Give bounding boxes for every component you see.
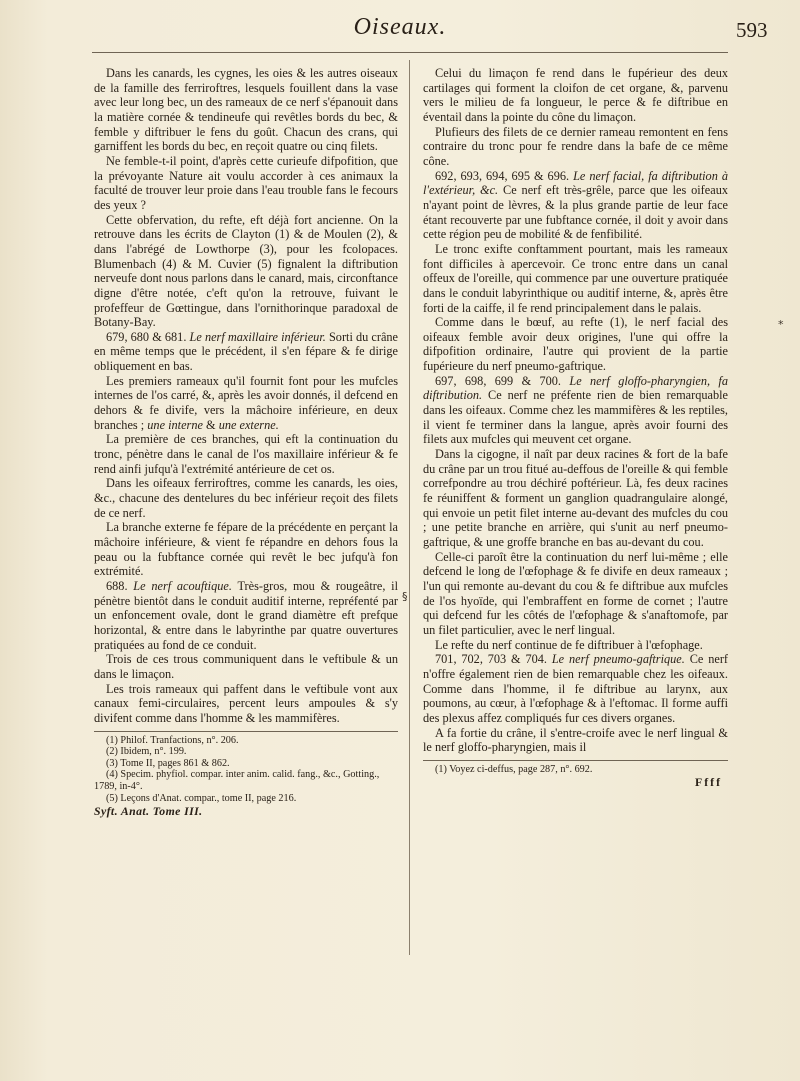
paragraph: Comme dans le bœuf, au refte (1), le nerf facial des oifeaux femble avoir deux origines, l'une qui offre la difpofition ordinaire, l'autre qui provient de la partie fupérieure du nerf pneumo-gaftrique. [423, 315, 728, 374]
signature-line [94, 805, 398, 818]
section-title: Le nerf maxillaire inférieur. [189, 329, 326, 344]
paragraph: Cette obfervation, du refte, eft déjà fort ancienne. On la retrouve dans les écrits de Clayton (1) & de Moulen (2), & dans l'abrégé de Lowthorpe (3), pour les fcolopaces. Blumenbach (4) & M. Cuvier (5) fignalent la diftribution nerveufe dont nous parlons dans le canard, mais, circonftance digne d'être notée, c'eft qu'on la retrouve, fuivant le profeffeur de Gœttingue, dans l'ornithorinque paradoxal de Botany-Bay. [94, 212, 398, 330]
section-title: Le nerf gloffo-pharyngien, fa diftribution. [423, 373, 728, 403]
paragraph: Plufieurs des filets de ce dernier rameau remontent en fens contraire du tronc pour fe rendre dans la bafe de ce même cône. [423, 124, 728, 168]
column-divider [409, 60, 410, 955]
paragraph-text: Très-gros, mou & rougeâtre, il pénètre bientôt dans le conduit auditif interne, repréfenté par un enfoncement ovale, dont le grand diamètre eft prefque horizontal, & entre dans le labyrinthe par quatre ouvertures pratiquées au fond de ce conduit. [94, 578, 398, 652]
paragraph-text: Sorti du crâne en même temps que le précédent, il s'en fépare & fe dirige obliquement en bas. [94, 329, 399, 374]
left-column [94, 66, 398, 818]
paragraph: Trois de ces trous communiquent dans le veftibule & un dans le limaçon. [94, 652, 398, 681]
section-number: 701, 702, 703 & 704. [435, 652, 547, 667]
gathering-mark: Ffff [695, 775, 722, 790]
section-title: Le nerf acouftique. [133, 578, 232, 593]
section-679 [94, 330, 398, 374]
footnote: (5) Leçons d'Anat. compar., tome II, page 216. [106, 792, 297, 804]
paragraph: Ne femble-t-il point, d'après cette curieufe difpofition, que la prévoyante Nature ait voulu accorder à ces animaux la faculté de trouver leur proie dans l'eau trouble fans le fecours des yeux ? [94, 153, 398, 212]
paragraph: Le refte du nerf continue de fe diftribuer à l'œfophage. [435, 637, 703, 652]
paragraph: Dans les oifeaux ferriroftres, comme les canards, les oies, &c., chacune des dentelures du bec inférieur reçoit des filets de ce nerf. [94, 476, 398, 520]
section-number: 697, 698, 699 & 700. [435, 373, 562, 388]
section-692 [423, 169, 728, 242]
footnote: (3) Tome II, pages 861 & 862. [106, 757, 230, 769]
footnote-rule [423, 760, 728, 761]
signature-line [423, 776, 728, 789]
running-head [0, 14, 800, 54]
paragraph-text: Ce nerf ne préfente rien de bien remarquable dans les oifeaux. Comme chez les mammifères & les reptiles, il vient fe terminer dans la langue, après avoir fourni des filets aux mufcles qui meuvent cet organe. [423, 388, 729, 447]
section-697 [423, 374, 728, 447]
footnote-rule [94, 731, 398, 732]
section-688 [94, 579, 398, 652]
conjunction: & [206, 417, 216, 432]
paragraph: La branche externe fe fépare de la précédente en perçant la mâchoire inférieure, & vient fe répandre en dehors fous la peau ou la fubftance cornée qui revêt le bec jufqu'à fon extrémité. [94, 520, 398, 579]
paragraph-text: Les premiers rameaux qu'il fournit font pour les mufcles internes de l'os carré, &, après les avoir donnés, il defcend en dehors & fe divife, vers la mâchoire inférieure, en deux branches ; [94, 373, 398, 432]
section-title: Le nerf facial, fa diftribution à l'extérieur, &c. [423, 168, 728, 198]
paragraph: Dans les canards, les cygnes, les oies & les autres oiseaux de la famille des ferriroftres, lesquels fouillent dans la vase avec leur long bec, un des rameaux de ce nerf s'épanouit dans la matière cornée & tendineufe qui revêtles bords du bec, & femble y diftribuer le fens du goût. Chacun des crans, qui garniffent les bords du bec, en reçoit quatre ou cinq filets. [94, 66, 398, 154]
paragraph: Celui du limaçon fe rend dans le fupérieur des deux cartilages qui forment la cloifon de cet organe, &, parvenu vers le milieu de fa longueur, le perce & fe diftribue en éventail dans la pointe du cône du limaçon. [423, 66, 728, 124]
paragraph: Le tronc exifte conftamment pourtant, mais les rameaux font difficiles à apercevoir. Ce tronc entre dans un canal offeux de l'oreille, qui commence par une ouverture pratiquée dans le conduit labyrinthique ou auditif interne, &, après être forti de la caiffe, il fe rend principalement dans le palais. [423, 241, 728, 315]
footnote: (1) Voyez ci-deffus, page 287, n°. 692. [435, 763, 593, 775]
paragraph: Les trois rameaux qui paffent dans le veftibule vont aux canaux femi-circulaires, percent leurs ampoules & s'y divifent comme dans l'homme & les mammifères. [94, 681, 398, 725]
signature-mark: Syft. Anat. Tome III. [94, 804, 203, 819]
footnote: (2) Ibidem, n°. 199. [106, 746, 187, 758]
footnote: (4) Specim. phyfiol. compar. inter anim. calid. fang., &c., Gotting., 1789, in-4°. [94, 769, 380, 792]
paragraph: Celle-ci paroît être la continuation du nerf lui-même ; elle defcend le long de l'œfophage & fe divife en deux rameaux ; l'un qui remonte au-devant du cou & fe diftribue aux mufcles de l'os hyoïde, qui l'embraffent en forme de cornet ; l'autre qui defcend fur les côtés de l'œfophage & s'anaftomofe, par un filet particulier, avec le nerf lingual. [423, 549, 728, 637]
section-701 [423, 652, 728, 725]
section-number: 692, 693, 694, 695 & 696. [435, 168, 570, 183]
running-title: Oiseaux. [353, 14, 447, 40]
paragraph-text: Ce nerf eft très-grêle, parce que les oifeaux n'ayant point de lèvres, & la plus grande partie de leur face étant recouverte par une fubftance cornée, il doit y avoir dans cette région peu de mobilité & de fenfibilité. [423, 183, 728, 242]
paragraph [94, 374, 398, 433]
paragraph: La première de ces branches, qui eft la continuation du tronc, pénètre dans le canal de l'os maxillaire inférieur & fe rend ainfi jufqu'à l'extrémité antérieure de cet os. [94, 432, 398, 476]
margin-asterisk-icon: * [778, 318, 784, 331]
footnote: (1) Philof. Tranfactions, n°. 206. [106, 734, 239, 746]
right-column [423, 66, 728, 789]
paragraph: A fa fortie du crâne, il s'entre-croife avec le nerf lingual & le nerf gloffo-pharyngien, mais il [423, 725, 728, 755]
header-rule [92, 52, 728, 53]
paragraph: Dans la cigogne, il naît par deux racines & fort de la bafe du crâne par un trou fitué au-deffous de l'oreille & qui femble correfpondre au trou déchiré poftérieur. Là, fes deux racines fe réuniffent & forment un ganglion quadrangulaire alongé, qui envoie un petit filet interne au-devant des mufcles du cou ; une petite branche en arrière, qui s'unit au nerf pneumo-gaftrique, & une groffe branche en bas au-devant du cou. [423, 447, 728, 549]
branch-label: une interne [147, 417, 203, 432]
section-number: 688. [106, 578, 128, 593]
section-number: 679, 680 & 681. [106, 329, 187, 344]
margin-bracket-icon: § [402, 590, 408, 603]
branch-label: une externe. [218, 417, 279, 432]
page-number: 593 [736, 18, 768, 42]
section-title: Le nerf pneumo-gaftrique. [551, 652, 685, 667]
paragraph-text: Ce nerf n'offre également rien de bien remarquable chez les oifeaux. Comme dans l'homme, il fe diftribue au larynx, aux poumons, au cœur, à l'œfophage & à l'eftomac. Il forme auffi des plexus affez compliqués fur ces divers organes. [423, 652, 729, 725]
